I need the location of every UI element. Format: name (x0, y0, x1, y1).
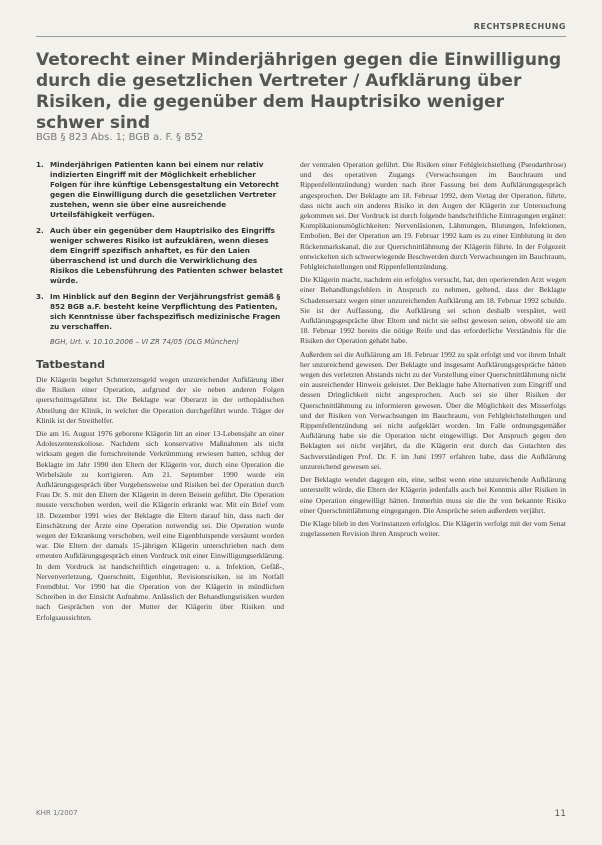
thesis-item (36, 226, 284, 286)
header-rule (36, 36, 566, 37)
article-title: Vetorecht einer Minderjährigen gegen die Einwilligung durch die gesetzlichen Vertreter / Aufklärung über Risiken, die gegenüber dem Hauptrisiko weniger schwer sind (36, 50, 562, 133)
left-column (36, 160, 284, 626)
thesis-number: 1. (36, 160, 44, 169)
body-paragraph: Die Klage blieb in den Vorinstanzen erfolglos. Die Klägerin verfolgt mit der vom Senat zugelassenen Revision ihren Anspruch weiter. (300, 518, 566, 539)
theses-list (36, 160, 284, 332)
right-column (300, 160, 566, 542)
article-norms: BGB § 823 Abs. 1; BGB a. F. § 852 (36, 132, 204, 143)
body-paragraph: Außerdem sei die Aufklärung am 18. Februar 1992 zu spät erfolgt und vor ihrem Inhalt her unzureichend gewesen. Der Beklagte und insgesamt Aufklärungsgespräche hätten wegen des verletzten Abstands nicht zu der Vorstellung einer Querschnittlähmung nicht ein ausreichender Hinweis geleistet. Der Beklagte habe Alternativen zum Eingriff und dessen Dringlichkeit nicht angesprochen. Auch sei sie über Risiken der Querschnittlähmung zu informieren gewesen. Über die Möglichkeit des Misserfolgs und der Risiken von Verwachsungen im Bauchraum, von Fehlgleichstellungen und Rippenfellentzündung sei nicht aufgeklärt worden. Im Falle ordnungsgemäßer Aufklärung habe sie die Operation nicht eingewilligt. Der Anspruch gegen den Beklagten sei nicht verjährt, da die Klägerin erst durch das Gutachten des Sachverständigen Prof. Dr. F. im Juni 1997 erfahren habe, dass die Aufklärung unzureichend gewesen sei. (300, 349, 566, 471)
body-paragraph: Die am 16. August 1976 geborene Klägerin litt an einer 13-Lebensjahr an einer Adoleszentenskoliose. Nachdem sich konservative Maßnahmen als nicht wirksam gegen die fortschreitende Verkrümmung erwiesen hatten, schlug der Beklagte im Jahr 1990 den Eltern der Klägerin vor, durch eine Operation die Wirbelsäule zu korrigieren. Am 21. September 1990 wurde ein Aufklärungsgespräch über Vorgehensweise und Risiken bei der Operation durch Frau Dr. S. mit den Eltern der Klägerin in deren Beisein geführt. Die Operation musste verschoben werden, weil die Klägerin erkrankt war. Mit ein Brief vom 18. Dezember 1991 wies der Beklagte die Eltern darauf hin, dass nach der Einschätzung der Ärzte eine Operation notwendig sei. Die Operation wurde wegen der Erkrankung verschoben, weil eine Eigenblutspende versäumt worden war. Die Eltern der damals 15-jährigen Klägerin unterschrieben nach dem erneuten Aufklärungsgespräch einen Vordruck mit einer Einwilligungserklärung. In dem Vordruck ist handschriftlich eingetragen: u. a. Infektion, Gefäß-, Nervenverletzung, Querschnitt, Eigenblut, Revisionsrisiken, ist im Notfall Fremdblut. Vor 1990 hat die Operation von der Klägerin in mündlichen Schreiben in der Einsicht Aufnahme. Anlässlich der Behandlungsrisiken wurden nach Gesprächen von der Mutter der Klägerin über Risiken und Erfolgsaussichten. (36, 429, 284, 622)
section-heading: Tatbestand (36, 358, 106, 371)
body-paragraph: der ventralen Operation geführt. Die Risiken einer Fehlgleichstellung (Pseudarthrose) und des operativen Zugangs (Verwachsungen im Bauchraum und Rippenfellentzündung) wurden nach ihrer Fassung bei dem Aufklärungsgespräch angesprochen. Der Beklagte am 18. Februar 1992, dem Vortag der Operation, führte, dass nicht auch ein anderes Risiko in den Augen der Klägerin zur Untersuchung gekommen sei. Der Vordruck ist durch folgende handschriftliche Eintragungen ergänzt: Komplikationsmöglichkeiten: Nervenläsionen, Lähmungen, Blutungen, Infektionen, Embolien. Bei der Operation am 19. Februar 1992 kam es zu einer Einblutung in den Rückenmarkskanal, die zur Querschnittlähmung der Klägerin führte. In der Folgezeit entwickelten sich schwerwiegende Beschwerden durch Verwachsungen im Bauchraum, Fehlgleichstellungen und Rippenfellentzündung. (300, 160, 566, 272)
body-paragraph: Die Klägerin macht, nachdem ein erfolglos versucht, hat, den operierenden Arzt wegen einer Behandlungsfehlers in Anspruch zu nehmen, geltend, dass der Beklagte Schadensersatz wegen einer unzureichenden Aufklärung am 18. Februar 1992 schulde. Sie ist der Auffassung, die Aufklärung sei schon deshalb verspätet, weil Aufklärungsgespräche über Eltern und nicht sie selbst gewesen seien, obwohl sie am 18. Februar 1992 bereits die nötige Reife und das erforderliche Verständnis für die Risiken der Operation gehabt habe. (300, 275, 566, 346)
body-paragraph: Der Beklagte wendet dagegen ein, eine, selbst wenn eine unzureichende Aufklärung unterstellt würde, die Eltern der Klägerin jedenfalls auch bei Kenntnis aller Risiken in eine Operation eingewilligt hätten. Immerhin muss sie die ihr von bekannte Risiko einer Querschnittlähmung eingegangen. Die Ansprüche seien außerdem verjährt. (300, 475, 566, 515)
thesis-text: Auch über ein gegenüber dem Hauptrisiko des Eingriffs weniger schweres Risiko ist aufzuklären, wenn dieses dem Eingriff spezifisch anhaftet, es für den Laien überraschend ist und durch die Verwirklichung des Risikos die Lebensführung des Patienten schwer belastet würde. (50, 226, 283, 285)
thesis-number: 3. (36, 292, 44, 301)
thesis-text: Im Hinblick auf den Beginn der Verjährungsfrist gemäß § 852 BGB a.F. besteht keine Verpflichtung des Patienten, sich Kenntnisse über fachspezifisch medizinische Fragen zu verschaffen. (50, 292, 281, 331)
thesis-text: Minderjährigen Patienten kann bei einem nur relativ indizierten Eingriff mit der Möglichkeit erheblicher Folgen für ihre künftige Lebensgestaltung ein Vetorecht gegen die Einwilligung durch die gesetzlichen Vertreter zustehen, wenn sie über eine ausreichende Urteilsfähigkeit verfügen. (50, 160, 279, 219)
body-paragraph: Die Klägerin begehrt Schmerzensgeld wegen unzureichender Aufklärung über die Risiken einer Operation, aufgrund der sie neben anderen Folgen querschnittsgelähmt ist. Die Beklagte war Oberarzt in der orthopädischen Abteilung der Klinik, in welcher die Operation durchgeführt wurde. Träger der Klinik ist der Streithelfer. (36, 375, 284, 425)
journal-reference: KHR 1/2007 (36, 809, 78, 817)
thesis-item (36, 160, 284, 220)
thesis-item (36, 292, 284, 332)
thesis-number: 2. (36, 226, 44, 235)
page-number: 11 (554, 809, 566, 819)
court-citation: BGH, Urt. v. 10.10.2006 – VI ZR 74/05 (OLG München) (50, 338, 240, 346)
section-label: RECHTSPRECHUNG (473, 22, 566, 31)
